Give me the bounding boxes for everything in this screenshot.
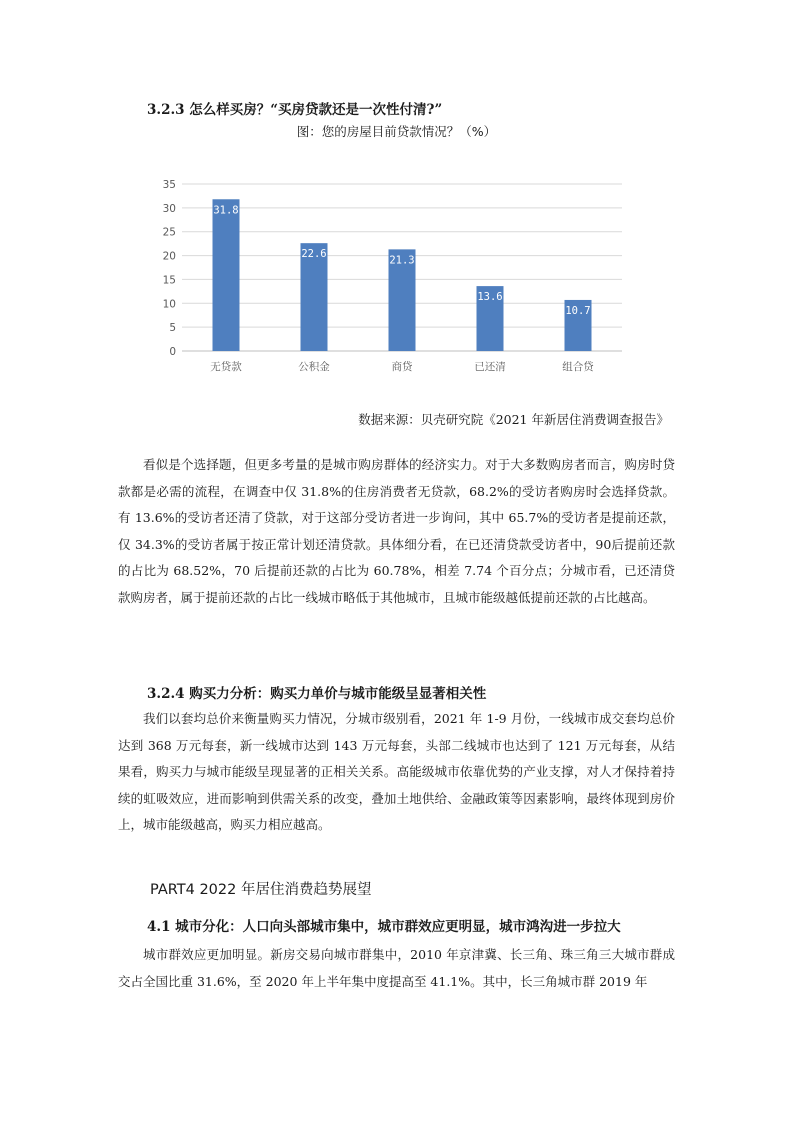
x-category-label: 组合贷 [562,361,594,373]
part4-title: PART4 2022 年居住消费趋势展望 [150,882,372,898]
y-tick-label: 25 [162,226,176,239]
bar-value-label: 21.3 [389,254,415,267]
loan-status-bar-chart [140,168,630,383]
y-tick-label: 30 [162,202,176,215]
paragraph-purchasing-power: 我们以套均总价来衡量购买力情况，分城市级别看，2021 年 1-9 月份，一线城市成交套均总价达到 368 万元每套，新一线城市达到 143 万元每套，头部二线城市也达到了 121 万元每套，从结果看，购买力与城市能级呈现显著的正相关关系。高能级城市依靠优势的产业支撑，对人才保持着持续的虹吸效应，进而影响到供需关系的改变，叠加土地供给、金融政策等因素影响，最终体现到房价上，城市能级越高，购买力相应越高。 [118,711,675,833]
chart-caption: 图：您的房屋目前贷款情况？（%） [296,124,497,139]
data-source: 数据来源：贝壳研究院《2021 年新居住消费调查报告》 [358,412,669,427]
y-tick-label: 35 [162,179,176,191]
paragraph-loan-analysis: 看似是个选择题，但更多考量的是城市购房群体的经济实力。对于大多数购房者而言，购房时贷款都是必需的流程，在调查中仅 31.8%的住房消费者无贷款，68.2%的受访者购房时会选择贷款。有 13.6%的受访者还清了贷款，对于这部分受访者进一步询问，其中 65.7%的受访者是提前还款，仅 34.3%的受访者属于按正常计划还清贷款。具体细分看，在已还清贷款受访者中，90后提前还款的占比为 68.52%，70 后提前还款的占比为 60.78%，相差 7.74 个百分点；分城市看，已还清贷款购房者，属于提前还款的占比一线城市略低于其他城市，且城市能级越低提前还款的占比越高。 [118,457,675,605]
section-heading-3-2-3: 3.2.3 怎么样买房？“买房贷款还是一次性付清?” [147,102,443,118]
x-category-label: 商贷 [391,361,413,373]
bar-value-label: 22.6 [301,248,327,261]
section-heading-3-2-4: 3.2.4 购买力分析：购买力单价与城市能级呈显著相关性 [147,686,487,702]
paragraph-city-cluster: 城市群效应更加明显。新房交易向城市群集中，2010 年京津冀、长三角、珠三角三大城市群成交占全国比重 31.6%，至 2020 年上半年集中度提高至 41.1%。其中，长三角城市群 2019 年 [118,947,675,989]
section-heading-4-1: 4.1 城市分化：人口向头部城市集中，城市群效应更明显，城市鸿沟进一步拉大 [147,919,621,935]
x-category-label: 已还清 [474,361,506,373]
bar-value-label: 13.6 [477,291,503,304]
y-tick-label: 15 [162,274,176,287]
x-category-label: 公积金 [298,361,330,373]
y-tick-label: 20 [162,250,176,263]
bar-value-label: 31.8 [213,204,239,217]
y-tick-label: 5 [169,322,176,335]
x-category-label: 无贷款 [210,361,242,373]
bar [213,199,240,351]
bar-value-label: 10.7 [565,304,591,317]
y-tick-label: 10 [162,298,176,311]
y-tick-label: 0 [169,346,176,358]
